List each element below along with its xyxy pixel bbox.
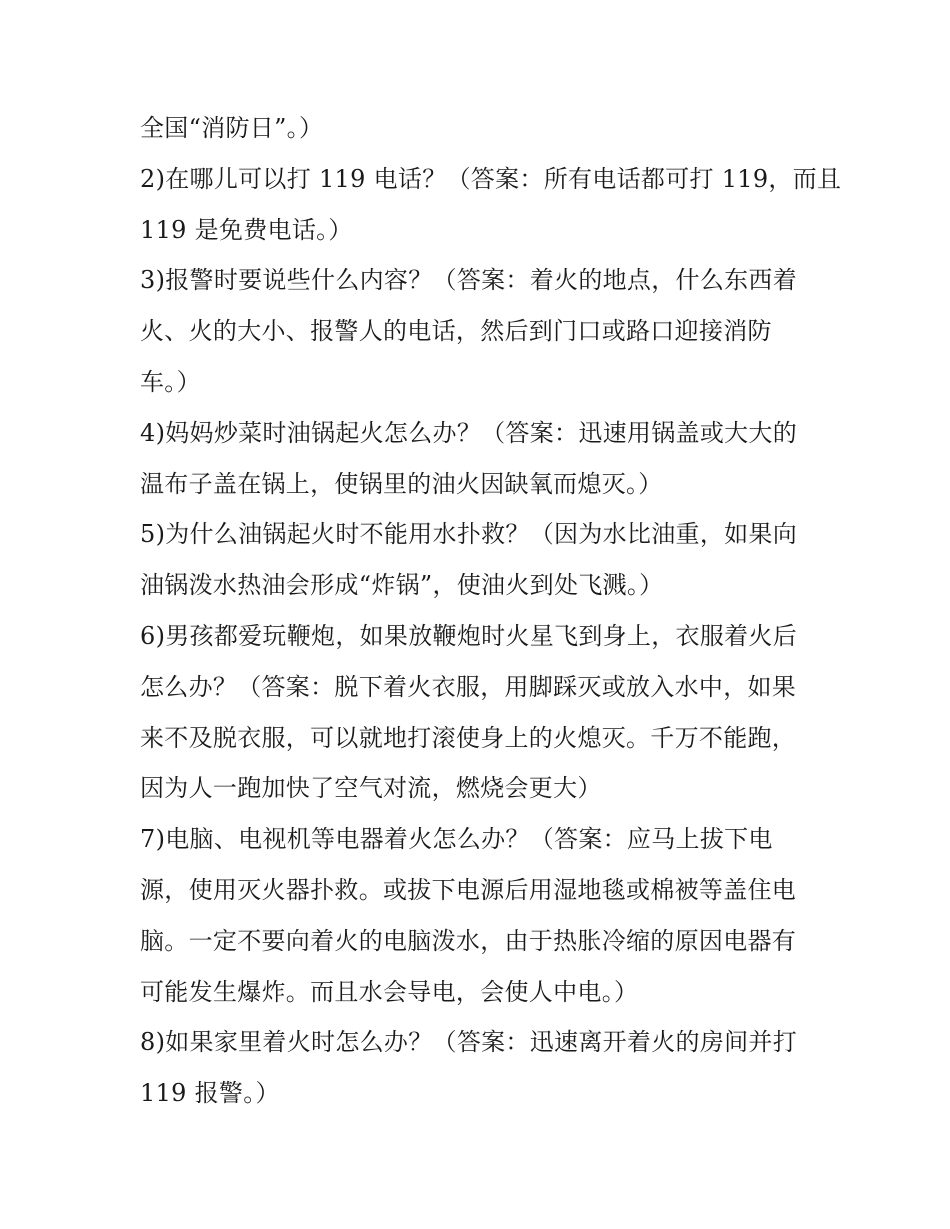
text-line: 车。） bbox=[140, 367, 201, 396]
text-line: 3)报警时要说些什么内容？（答案：着火的地点，什么东西着 bbox=[140, 266, 798, 295]
text-line: 油锅泼水热油会形成“炸锅”，使油火到处飞溅。） bbox=[140, 571, 664, 600]
text-line: 6)男孩都爱玩鞭炮，如果放鞭炮时火星飞到身上，衣服着火后 bbox=[140, 621, 798, 650]
text-line: 源，使用灭火器扑救。或拔下电源后用湿地毯或棉被等盖住电 bbox=[140, 875, 797, 904]
text-line: 5)为什么油锅起火时不能用水扑救？（因为水比油重，如果向 bbox=[140, 520, 798, 549]
text-line: 2)在哪儿可以打 119 电话？（答案：所有电话都可打 119，而且 bbox=[140, 164, 842, 193]
text-line: 因为人一跑加快了空气对流，燃烧会更大） bbox=[140, 774, 602, 803]
text-line: 温布子盖在锅上，使锅里的油火因缺氧而熄灭。） bbox=[140, 469, 663, 498]
text-line: 119 报警。） bbox=[140, 1079, 280, 1108]
text-line: 来不及脱衣服，可以就地打滚使身上的火熄灭。千万不能跑， bbox=[140, 723, 797, 752]
text-line: 4)妈妈炒菜时油锅起火怎么办？（答案：迅速用锅盖或大大的 bbox=[140, 418, 798, 447]
text-line: 脑。一定不要向着火的电脑泼水，由于热胀冷缩的原因电器有 bbox=[140, 926, 797, 955]
text-line: 119 是免费电话。） bbox=[140, 215, 353, 244]
text-line: 8)如果家里着火时怎么办？（答案：迅速离开着火的房间并打 bbox=[140, 1028, 798, 1057]
text-block bbox=[140, 103, 842, 1119]
text-line: 怎么办？（答案：脱下着火衣服，用脚踩灭或放入水中，如果 bbox=[140, 672, 797, 701]
text-line: 可能发生爆炸。而且水会导电，会使人中电。） bbox=[140, 977, 639, 1006]
text-line: 7)电脑、电视机等电器着火怎么办？（答案：应马上拔下电 bbox=[140, 825, 773, 854]
text-line: 全国“消防日”。） bbox=[140, 114, 324, 142]
text-line: 火、火的大小、报警人的电话，然后到门口或路口迎接消防 bbox=[140, 317, 772, 346]
